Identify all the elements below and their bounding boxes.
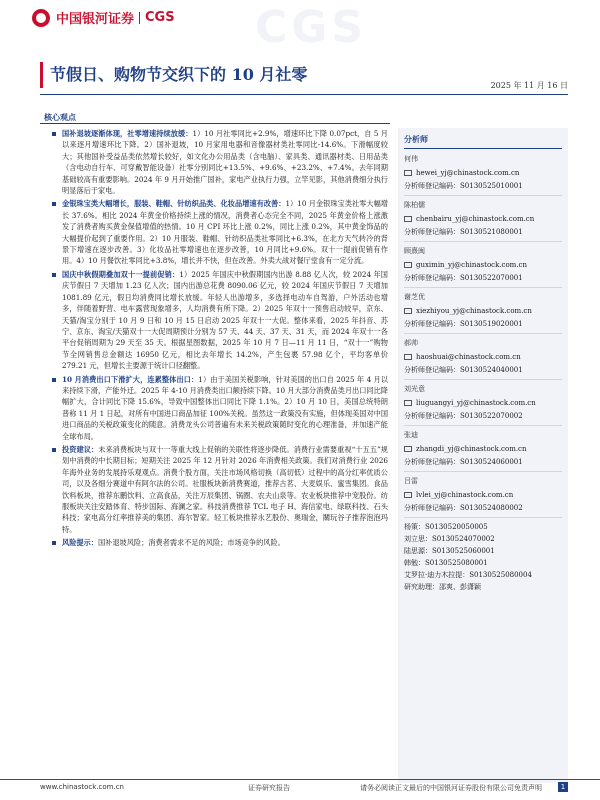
analyst-name: 陈柏儒: [404, 201, 425, 209]
brand-divider: [139, 12, 140, 24]
mail-icon: [404, 170, 412, 176]
page-number: 1: [558, 782, 568, 792]
analyst-email[interactable]: [404, 304, 562, 318]
contributor-line: 杨策：S0130520050005: [404, 523, 488, 531]
footer-report-type: 证券研究报告: [248, 784, 290, 792]
contributor-line: 刘立思：S0130524070002: [404, 535, 495, 543]
paragraph-body: 国补退坡风险；消费者需求不足的风险；市场竞争的风险。: [97, 538, 285, 548]
analyst-name: 张迪: [404, 431, 418, 439]
paragraph: [52, 269, 388, 372]
analyst-name: 谢芝优: [404, 293, 425, 301]
analyst-reg-code: 分析师登记编码：S0130524040001: [404, 366, 523, 374]
mail-icon: [404, 446, 412, 452]
analyst-email[interactable]: [404, 442, 562, 456]
paragraph-lead: 投资建议：: [62, 444, 99, 454]
analyst-divider: [404, 425, 562, 426]
paragraph: [52, 128, 388, 196]
footer-url[interactable]: www.chinastock.com.cn: [40, 783, 124, 791]
brand-logo-icon: [32, 9, 50, 27]
analyst-card: [398, 337, 568, 380]
analyst-card: [398, 153, 568, 196]
contributor-line: 陆思源：S0130525060001: [404, 547, 495, 555]
report-date: 2025 年 11 月 16 日: [490, 81, 568, 90]
paragraph-lead: 国庆中秋假期叠加双十一提前促销：: [62, 269, 180, 279]
analyst-divider: [404, 333, 562, 334]
paragraph-body: 1）10 月金银珠宝类社零大幅增长 37.6%。相比 2024 年黄金价格持续上涨的情况，消费者心态完全不同，2025 年黄金价格上涨激发了消费者购买黄金保值增值的热情。10 月 CPI 环比上涨 0.2%，同比上涨 0.2%，其中黄金饰品的大幅提价起到了重要作用。2）10 月服装、鞋帽、针纺织品类社零同比+6.3%，在北方天气转冷的背景下增速在逐步改善。3）化妆品社零增速也在逐步改善，10 月同比+9.6%。双十一提前促销有作用。4）10 月餐饮社零同比+3.8%，增长并不快，但在改善。外卖大战对餐厅堂食有一定分流。: [62, 199, 388, 266]
analyst-email[interactable]: [404, 350, 562, 364]
analyst-email[interactable]: [404, 166, 562, 180]
mail-icon: [404, 262, 412, 268]
analyst-email[interactable]: [404, 396, 562, 410]
analyst-card: [398, 383, 568, 426]
paragraph-body: 1）由于美国关税影响，针对美国的出口自 2025 年 4 月以来持续下滑，产能外迁。2025 年 4-10 月消费类出口额持续下降。10 月大部分消费品类月出口同比降幅扩大，合计同比下降 15.6%，导致中国整体出口同比下降 1.1%。2）10 月 10 日，美国总统特朗普称 11 月 1 日起，对所有中国进口商品加征 100%关税。虽然这一政策没有实施，但体现美国对中国进口商品的关税政策变化的随意。消费龙头公司普遍有未来关税政策随时变化的心理准备，并加速产能全球布局。: [62, 374, 389, 441]
contributor-line: 艾罗拉·迪力木拉提：S0130525080004: [404, 571, 532, 579]
contributor-line: 研究助理：邵爽、彭潇颖: [404, 583, 481, 591]
paragraph-lead: 金银珠宝类大幅增长，服装、鞋帽、针纺织品类、化妆品增速有改善：: [62, 199, 286, 209]
analyst-reg-code: 分析师登记编码：S0130522070002: [404, 412, 523, 420]
report-title: 节假日、购物节交织下的 10 月社零: [50, 65, 308, 84]
analyst-email-text[interactable]: hewei_yj@chinastock.com.cn: [416, 169, 520, 177]
analyst-email-text[interactable]: zhangdi_yj@chinastock.com.cn: [416, 445, 527, 453]
title-divider: [40, 94, 568, 95]
mail-icon: [404, 400, 412, 406]
paragraph-body: 1）2025 年国庆中秋假期国内出游 8.88 亿人次，较 2024 年国庆节假日 7 天增加 1.23 亿人次；国内出游总花费 8090.06 亿元，较 2024 年国庆节假日 7 天增加 1081.89 亿元，假日均消费同比增长放缓。年轻人出游增多，多选择电动车自驾游，户外活动也增多，伴随着野营、电车露营现象增多，人均消费有所下降。2）2025 年双十一预售启动较早，京东、天猫/淘宝分别于 10 月 9 日和 10 月 15 日启动 2025 年双十一大促。整体来看，2025 年抖音、苏宁、京东、淘宝/天猫双十一大促周期预计分别为 57 天、44 天、37 天、31 天，而 2024 年双十一各平台促销周期为 29 天至 35 天。根据星图数据，2025 年 10 月 7 日—11 月 11 日，“双十一”购物节全网销售总金额达 16950 亿元，相比去年增长 14.2%，产生包裹 57.98 亿个，平均客单价 279.21 元，但增长主要源于统计口径翻整。: [62, 269, 388, 371]
analyst-card: [398, 475, 568, 518]
analyst-sidebar: [398, 128, 568, 783]
section-divider: [40, 123, 390, 124]
analyst-card: [398, 291, 568, 334]
analyst-reg-code: 分析师登记编码：S0130519020001: [404, 320, 523, 328]
paragraph: [52, 374, 388, 442]
analyst-name: 顾熹闽: [404, 247, 425, 255]
brand-abbr: CGS: [145, 10, 175, 25]
sidebar-title: 分析师: [404, 134, 428, 144]
page-header: [0, 0, 600, 52]
contributor-line: 韩勉：S0130525080001: [404, 559, 488, 567]
analyst-name: 郝帅: [404, 339, 418, 347]
analyst-card: [398, 199, 568, 242]
analyst-divider: [404, 241, 562, 242]
paragraph: [52, 537, 388, 548]
analyst-email-text[interactable]: lvlei_yj@chinastock.com.cn: [416, 491, 514, 499]
analyst-reg-code: 分析师登记编码：S0130521080001: [404, 228, 523, 236]
paragraph-lead: 10 月消费出口下滑扩大，连累整体出口：: [62, 374, 199, 384]
analyst-email[interactable]: [404, 258, 562, 272]
brand-name: 中国银河证券: [56, 12, 135, 27]
analyst-reg-code: 分析师登记编码：S0130524080002: [404, 504, 523, 512]
mail-icon: [404, 354, 412, 360]
analyst-divider: [404, 517, 562, 518]
analyst-card: [398, 245, 568, 288]
analyst-email[interactable]: [404, 212, 562, 226]
footer-divider: [0, 779, 600, 780]
analyst-email-text[interactable]: chenbairu_yj@chinastock.com.cn: [416, 215, 535, 223]
header-watermark: CGS: [255, 2, 368, 53]
analyst-email-text[interactable]: xiezhiyou_yj@chinastock.com.cn: [416, 307, 532, 315]
analyst-divider: [404, 471, 562, 472]
analyst-divider: [404, 379, 562, 380]
section-heading: 核心观点: [44, 112, 76, 122]
paragraph-lead: 国补退坡逐渐体现，社零增速持续放缓：: [62, 129, 193, 138]
analyst-email[interactable]: [404, 488, 562, 502]
footer-disclaimer: 请务必阅读正文最后的中国银河证券股份有限公司免责声明: [360, 784, 542, 792]
analyst-reg-code: 分析师登记编码：S0130525010001: [404, 182, 523, 190]
mail-icon: [404, 492, 412, 498]
analyst-name: 何伟: [404, 155, 418, 163]
paragraph-body: 1）10 月社零同比+2.9%，增速环比下降 0.07pct，自 5 月以来逐月增速环比下降。2）国补退坡，10 月家用电器和音像器材类社零同比-14.6%。下滑幅度较大；其他国补受益品类依然增长较好，如文化办公用品类（含电脑）、家具类、通讯器材类、日用品类（含电动自行车、可穿戴智能设备）社零分别同比+13.5%、+9.6%、+23.2%、+7.4%。去年同期基础较高有重要影响。2024 年 9 月开始推广国补，家电产业执行力强，立竿见影，其他消费细分执行明显落后于家电。: [62, 129, 388, 196]
analyst-email-text[interactable]: haoshuai@chinastock.com.cn: [416, 353, 521, 361]
paragraph: [52, 444, 388, 535]
analyst-email-text[interactable]: guximin_yj@chinastock.com.cn: [416, 261, 527, 269]
analyst-divider: [404, 195, 562, 196]
title-accent: [40, 62, 43, 88]
analyst-reg-code: 分析师登记编码：S0130524060001: [404, 458, 523, 466]
analyst-divider: [404, 287, 562, 288]
paragraph: [52, 198, 388, 266]
other-contributors: [398, 521, 568, 593]
paragraph-body: 未来消费板块与双十一等重大线上促销的关联性将逐步降低。消费行业需要重视“十五五”规划中消费的中长期目标；短期关注 2025 年 12 月针对 2026 年消费相关政策。我们对消费行业 2026 年海外业务的发展持乐观观点。消费个股方面，关注市场风格切换（高切低）过程中的高分红率优质公司，以及各细分赛道中有阿尔法的公司。社服板块新消费赛道，推荐古茗、大麦娱乐、蜜雪集团。食品饮料板块，推荐东鹏饮料、立高食品，关注万辰集团、锅圈、农夫山泉等。农业板块推荐中宠股份。纺服板块关注安踏体育、特步国际、海澜之家。科技消费推荐 TCL 电子 H、海信家电、绿联科技、石头科技；家电高分红率推荐美的集团、海尔智家。轻工板块推荐永艺股份、奥瑞金，關玩谷子推荐泡泡玛特。: [62, 444, 388, 534]
paragraph-lead: 风险提示：: [62, 538, 98, 548]
analyst-card: [398, 429, 568, 472]
analyst-name: 刘光意: [404, 385, 425, 393]
analyst-reg-code: 分析师登记编码：S0130522070001: [404, 274, 523, 282]
mail-icon: [404, 216, 412, 222]
analyst-email-text[interactable]: liuguangyi_yj@chinastock.com.cn: [416, 399, 536, 407]
brand-logo: [32, 8, 175, 27]
sidebar-divider: [404, 148, 562, 149]
core-points: [52, 128, 388, 551]
mail-icon: [404, 308, 412, 314]
analyst-name: 吕雷: [404, 477, 418, 485]
